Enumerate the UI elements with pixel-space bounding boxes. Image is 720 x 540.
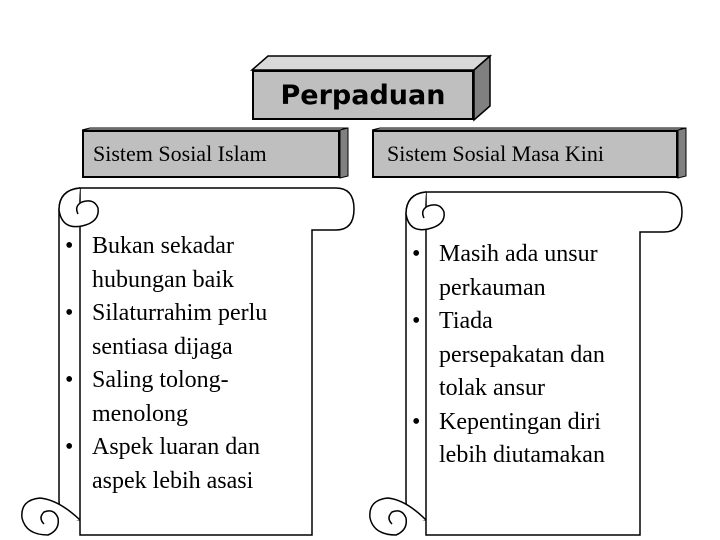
header-right-text: Sistem Sosial Masa Kini: [387, 141, 604, 166]
left-bullet-list: [65, 230, 310, 498]
right-bullet-list: [412, 238, 647, 473]
list-item-line: Masih ada unsur: [439, 241, 598, 267]
left-scroll-content: [65, 230, 310, 498]
list-item: [412, 406, 647, 473]
right-scroll-content: [412, 238, 647, 473]
list-item-line: Kepentingan diri: [439, 408, 601, 435]
list-item-line: hubungan baik: [92, 266, 234, 293]
list-item: [412, 238, 647, 305]
bullet-icon: •: [65, 434, 74, 460]
list-item-line: Saling tolong-: [92, 367, 229, 393]
list-item: [65, 297, 310, 364]
right-header-side-face: [678, 128, 686, 178]
list-item: [65, 431, 310, 498]
title-text: Perpaduan: [280, 79, 446, 111]
left-header-side-face: [340, 128, 348, 178]
header-left-text: Sistem Sosial Islam: [93, 141, 267, 166]
list-item-line: lebih diutamakan: [439, 442, 605, 468]
list-item-line: perkauman: [439, 274, 546, 301]
list-item-line: sentiasa dijaga: [92, 333, 233, 360]
bullet-icon: •: [412, 308, 421, 334]
list-item: [65, 364, 310, 431]
list-item-line: Aspek luaran dan: [92, 434, 260, 460]
title-box: [252, 70, 474, 120]
list-item-line: Tiada: [439, 308, 493, 334]
header-box-left: [82, 130, 340, 178]
bullet-icon: •: [412, 241, 421, 267]
bullet-icon: •: [412, 408, 421, 435]
list-item: [412, 305, 647, 406]
bullet-icon: •: [65, 233, 74, 259]
list-item-line: Silaturrahim perlu: [92, 300, 268, 326]
bullet-icon: •: [65, 367, 74, 393]
list-item-line: persepakatan dan: [439, 341, 605, 368]
list-item: [65, 230, 310, 297]
header-box-right: [372, 130, 678, 178]
list-item-line: tolak ansur: [439, 375, 545, 401]
list-item-line: menolong: [92, 400, 188, 427]
title-box-top-face: [252, 56, 490, 70]
list-item-line: aspek lebih asasi: [92, 467, 254, 494]
bullet-icon: •: [65, 300, 74, 326]
list-item-line: Bukan sekadar: [92, 233, 234, 259]
